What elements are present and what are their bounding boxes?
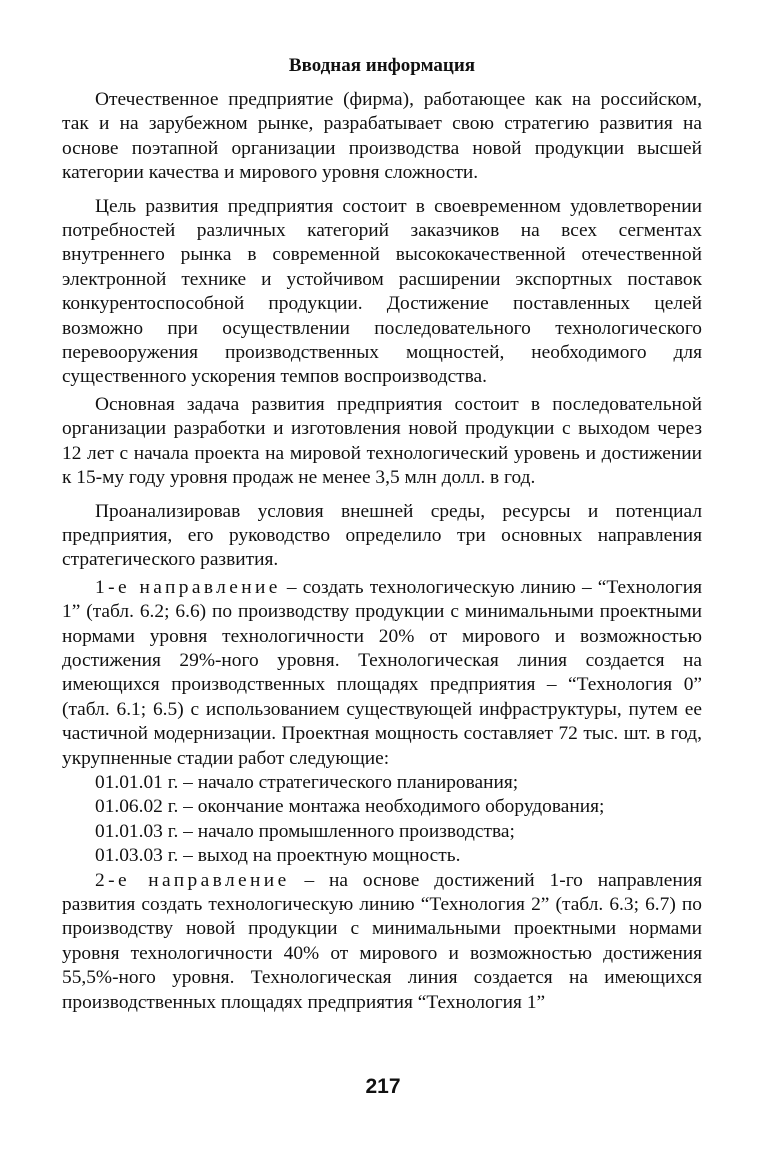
stage-2: 01.06.02 г. – окончание монтажа необходимого оборудования; [95, 796, 605, 818]
paragraph-main-task: Основная задача развития предприятия состоит в последовательной организации разработки и изготовления новой продукции с выходом через 12 лет с начала проекта на мировой технологический уровень и достижении к 15-му году уровня продаж не менее 3,5 млн долл. в год. [62, 393, 702, 489]
stage-1: 01.01.01 г. – начало стратегического планирования; [95, 771, 519, 793]
direction-2-text: – на основе достижений 1-го направления развития создать технологическую линию “Технология 2” (табл. 6.3; 6.7) по производству новой продукции с минимальными проектными нормами уровня технологичности 40% от мирового и возможностью достижения 55,5%-ного уровня. Технологическая линия создается на имеющихся производственных площадях предприятия “Технология 1” [62, 869, 702, 1013]
paragraph-goal: Цель развития предприятия состоит в своевременном удовлетворении потребностей различных категорий заказчиков на всех сегментах внутреннего рынка в современной высококачественной отечественной электронной технике и устойчивом расширении экспортных поставок конкурентоспособной продукции. Достижение поставленных целей возможно при осуществлении последовательного технологического перевооружения производственных мощностей, необходимого для существенного ускорения темпов воспроизводства. [62, 195, 702, 388]
page-title: Вводная информация [288, 55, 476, 76]
stage-3: 01.01.03 г. – начало промышленного производства; [95, 820, 515, 842]
paragraph-analysis: Проанализировав условия внешней среды, ресурсы и потенциал предприятия, его руководство определило три основных направления стратегического развития. [62, 500, 702, 571]
direction-1-text: – создать технологическую линию – “Технология 1” (табл. 6.2; 6.6) по производству продукции с минимальными проектными нормами уровня технологичности 20% от мирового и возможностью достижения 29%-ного уровня. Технологическая линия создается на имеющихся производственных площадях предприятия – “Технология 0” (табл. 6.1; 6.5) с использованием существующей инфраструктуры, путем ее частичной модернизации. Проектная мощность составляет 72 тыс. шт. в год, укрупненные стадии работ следующие: [62, 576, 702, 769]
paragraph-direction-1 [62, 576, 702, 771]
paragraph-direction-2 [62, 869, 702, 1015]
page-body [62, 52, 702, 1015]
stage-4: 01.03.03 г. – выход на проектную мощность. [95, 845, 461, 867]
page-number: 217 [365, 1075, 401, 1098]
direction-1-label: 1-е направление [95, 576, 281, 598]
direction-2-label: 2-е направление [95, 869, 290, 891]
paragraph-intro: Отечественное предприятие (фирма), работающее как на российском, так и на зарубежном рынке, разрабатывает свою стратегию развития на основе поэтапной организации производства новой продукции высшей категории качества и мирового уровня сложности. [62, 89, 702, 184]
